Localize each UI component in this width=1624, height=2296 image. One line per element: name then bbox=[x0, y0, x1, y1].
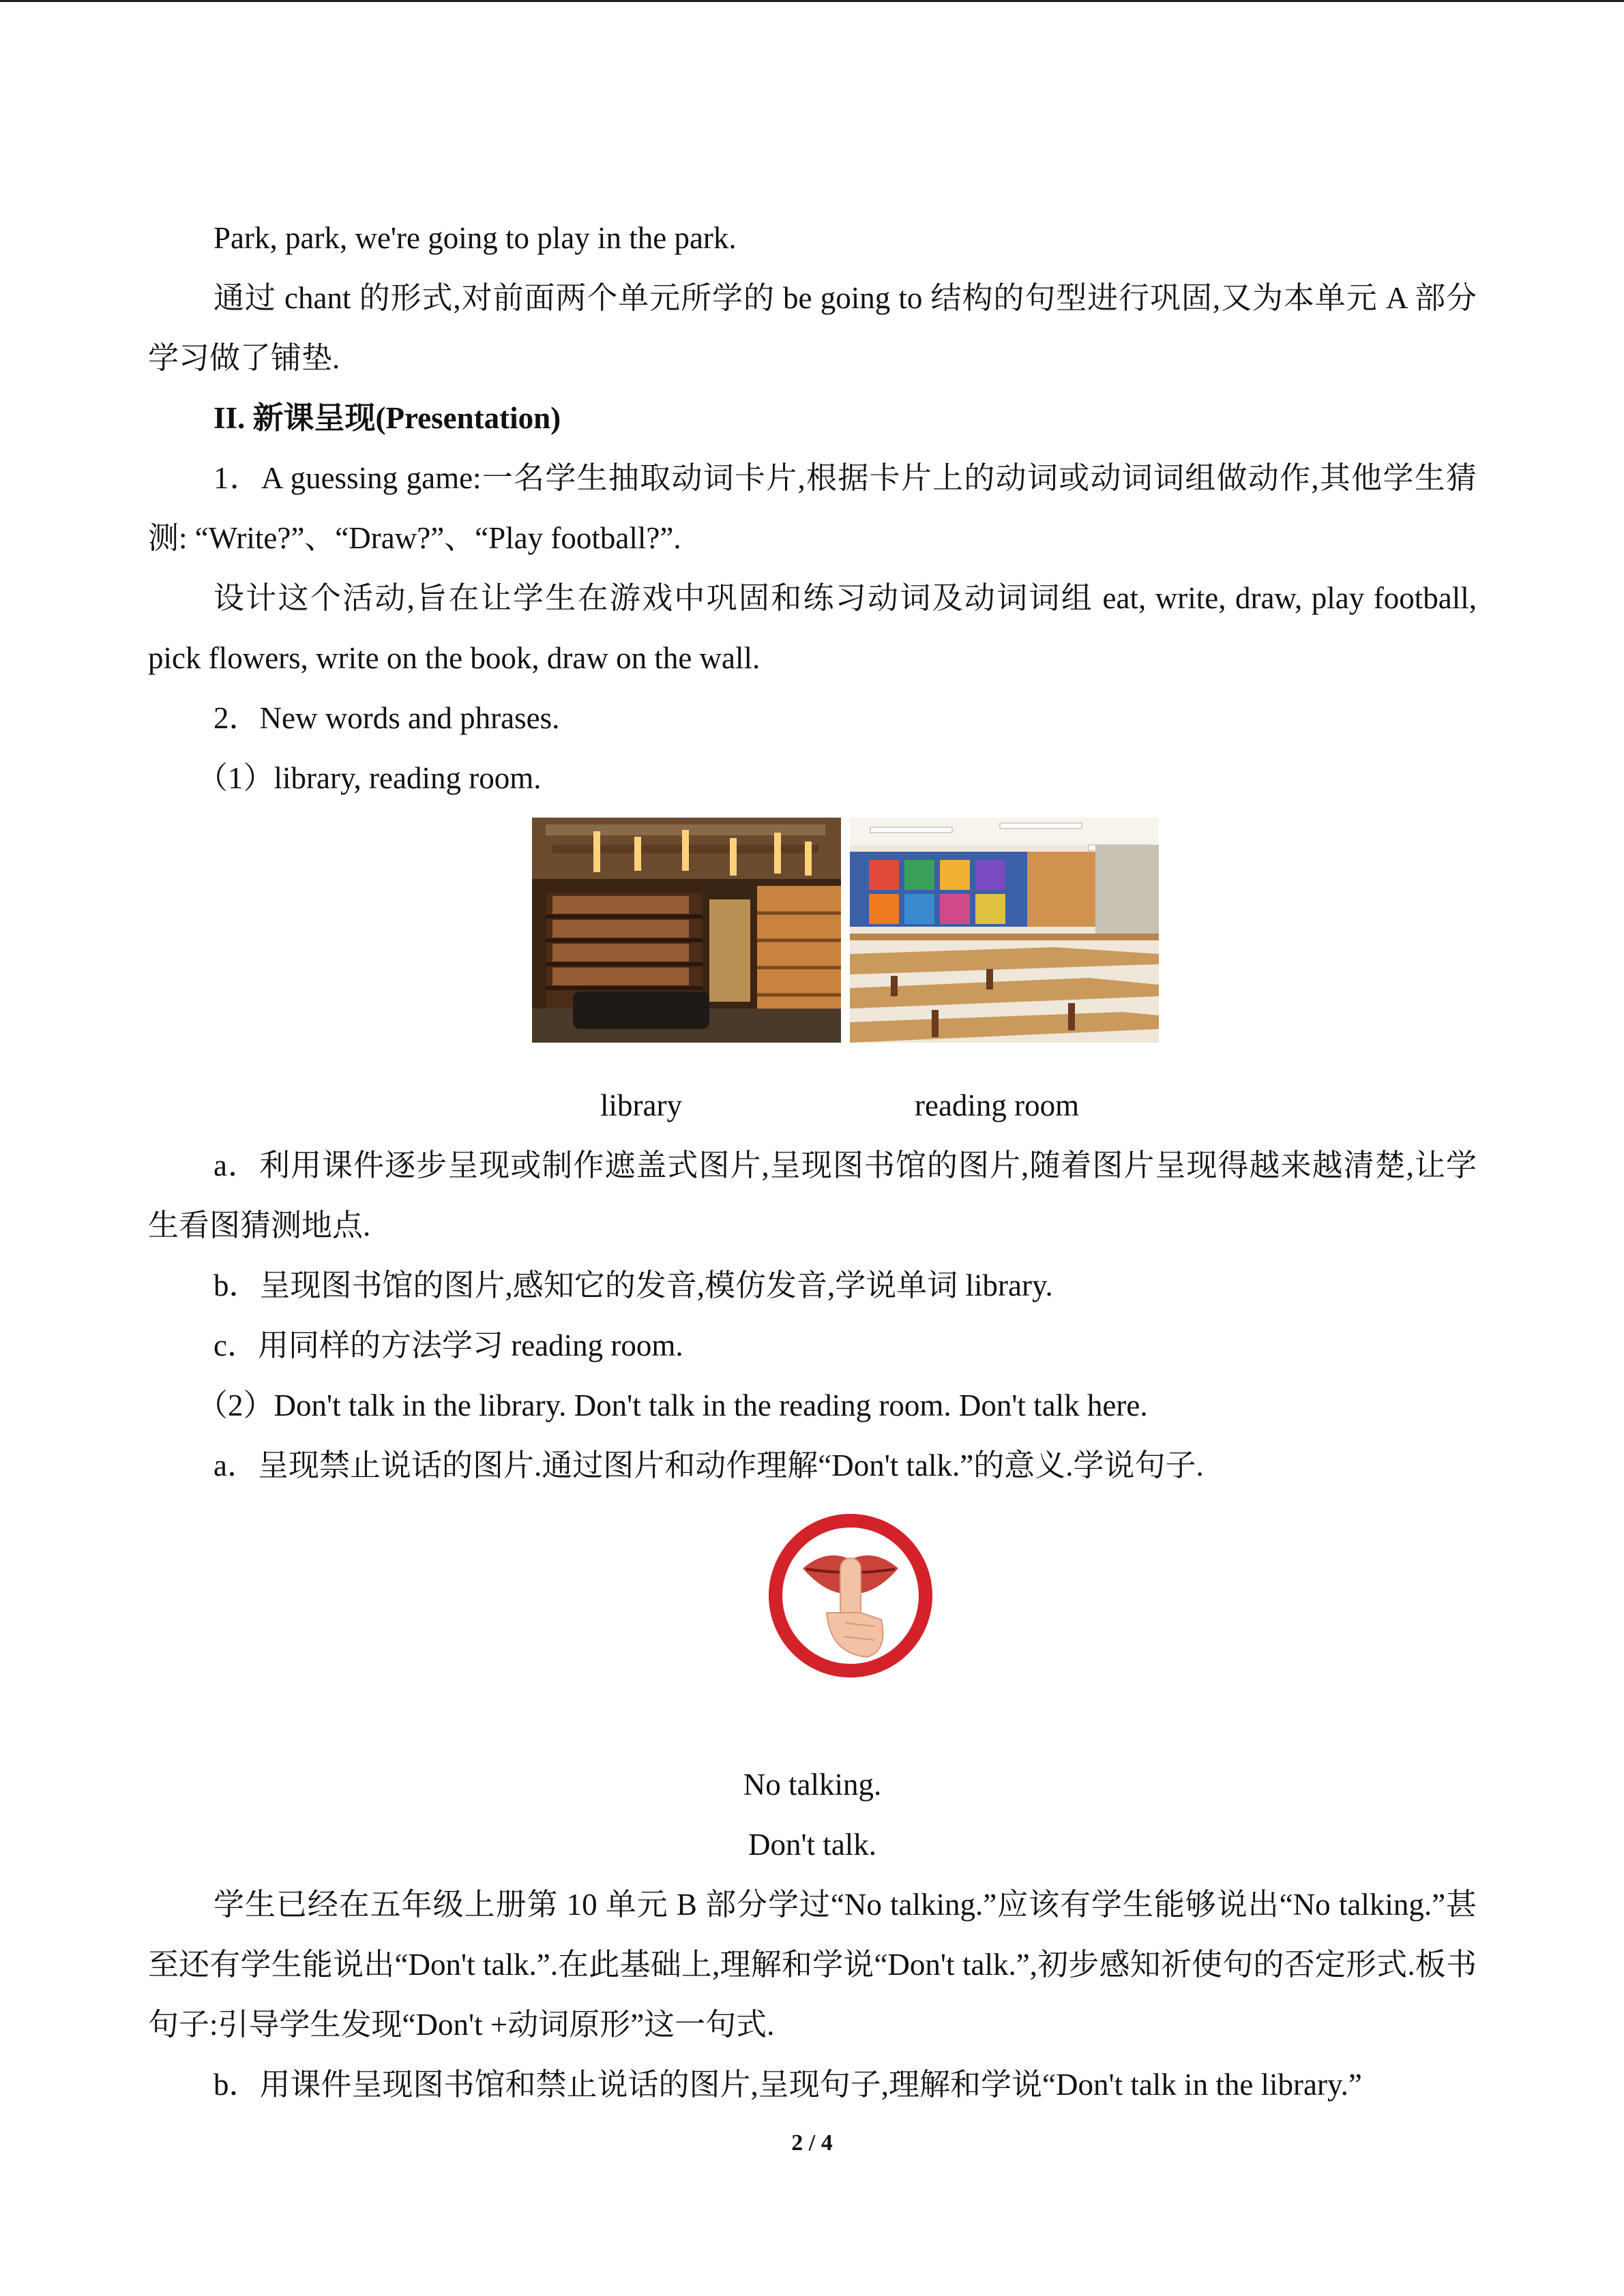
item-dont-talk: （2）Don't talk in the library. Don't talk in the reading room. Don't talk here. bbox=[197, 1388, 1148, 1422]
document-body bbox=[148, 208, 1477, 2115]
image-row bbox=[148, 818, 1477, 1063]
step-a-library: a．利用课件逐步呈现或制作遮盖式图片,呈现图书馆的图片,随着图片呈现得越来越清楚,让学生看图猜测地点. bbox=[148, 1148, 1477, 1242]
library-photo bbox=[532, 818, 841, 1043]
caption-reading-room: reading room bbox=[915, 1088, 1080, 1122]
reading-room-photo bbox=[850, 818, 1159, 1043]
item-library-reading-room: （1）library, reading room. bbox=[197, 761, 542, 795]
page-top-border bbox=[0, 0, 1624, 2]
image-captions bbox=[148, 1075, 1477, 1135]
step-c-reading-room: c．用同样的方法学习 reading room. bbox=[213, 1328, 683, 1362]
section-heading-presentation: II. 新课呈现(Presentation) bbox=[213, 401, 561, 435]
chant-line: Park, park, we're going to play in the park. bbox=[213, 221, 737, 255]
step-a-dont-talk: a．呈现禁止说话的图片.通过图片和动作理解“Don't talk.”的意义.学说句子. bbox=[213, 1448, 1204, 1482]
caption-dont-talk: Don't talk. bbox=[748, 1828, 877, 1862]
no-talking-sign-icon bbox=[765, 1510, 936, 1681]
caption-no-talking: No talking. bbox=[743, 1768, 882, 1802]
paragraph-prior-knowledge: 学生已经在五年级上册第 10 单元 B 部分学过“No talking.”应该有学生能够说出“No talking.”甚至还有学生能说出“Don't talk.”.在此基础上,理解和学说“Don't talk.”,初步感知祈使句的否定形式.板书句子:引导学生发现“Don't +动词原形”这一句式. bbox=[148, 1888, 1477, 2042]
paragraph-guessing-game: 1．A guessing game:一名学生抽取动词卡片,根据卡片上的动词或动词词组做动作,其他学生猜测: “Write?”、“Draw?”、“Play football?”. bbox=[148, 461, 1477, 555]
paragraph-chant-purpose: 通过 chant 的形式,对前面两个单元所学的 be going to 结构的句型进行巩固,又为本单元 A 部分学习做了铺垫. bbox=[148, 281, 1477, 375]
step-b-library: b．呈现图书馆的图片,感知它的发音,模仿发音,学说单词 library. bbox=[213, 1268, 1053, 1302]
item-new-words: 2．New words and phrases. bbox=[213, 701, 560, 735]
no-talking-sign-area bbox=[148, 1495, 1477, 1755]
step-b-dont-talk: b．用课件呈现图书馆和禁止说话的图片,呈现句子,理解和学说“Don't talk in the library.” bbox=[213, 2068, 1362, 2102]
page-number: 2 / 4 bbox=[791, 2130, 833, 2156]
caption-library: library bbox=[600, 1088, 682, 1122]
paragraph-activity-design: 设计这个活动,旨在让学生在游戏中巩固和练习动词及动词词组 eat, write, draw, play football, pick flowers, write on the book, draw on the wall. bbox=[148, 581, 1477, 675]
